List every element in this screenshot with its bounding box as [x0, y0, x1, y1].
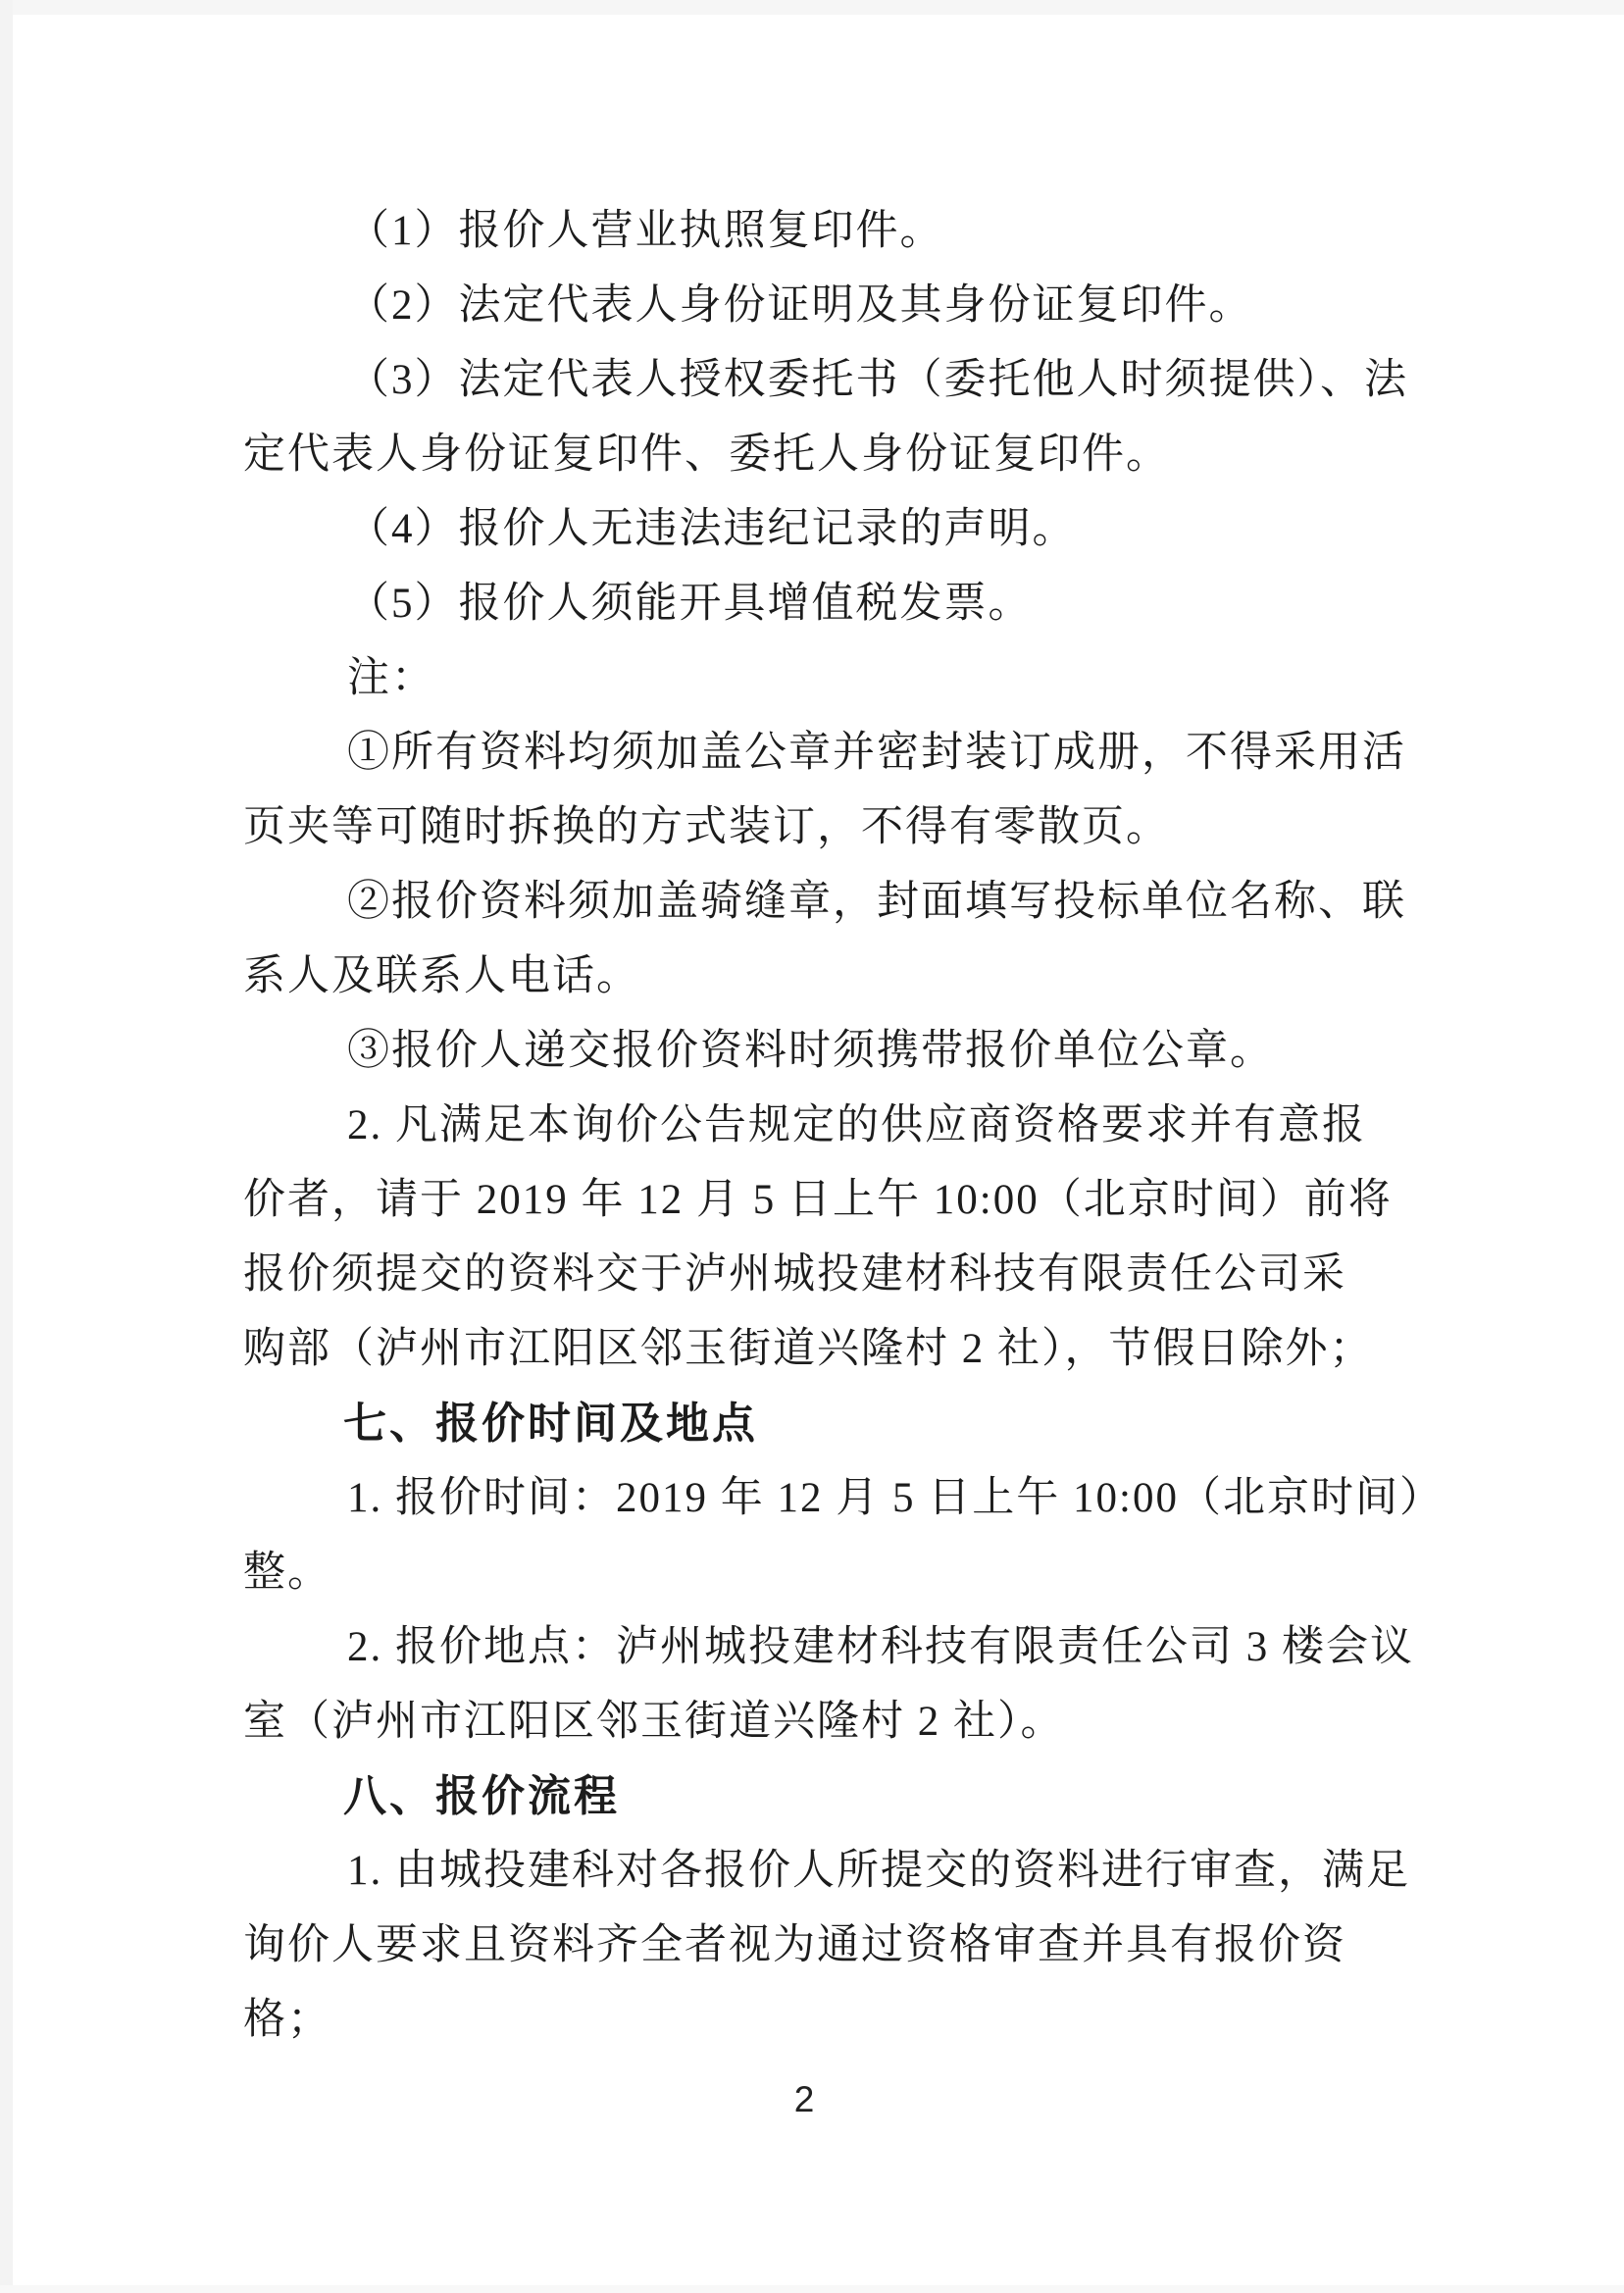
document-body	[243, 194, 1444, 2058]
doc-line-note-3: ③报价人递交报价资料时须携带报价单位公章。	[347, 1028, 1274, 1074]
doc-line-para-2-cont-1: 价者，请于 2019 年 12 月 5 日上午 10:00（北京时间）前将	[243, 1177, 1393, 1223]
doc-line-para-2-cont-3: 购部（泸州市江阳区邻玉街道兴隆村 2 社），节假日除外；	[243, 1326, 1374, 1372]
scan-edge-bottom	[0, 2285, 1624, 2293]
doc-heading-section-8: 八、报价流程	[343, 1772, 620, 1820]
doc-line-note-label: 注：	[347, 655, 435, 701]
doc-line-item-4: （4）报价人无违法违纪记录的声明。	[347, 506, 1077, 552]
doc-line-process-1: 1. 由城投建科对各报价人所提交的资料进行审查，满足	[347, 1848, 1410, 1894]
doc-line-item-3-cont: 定代表人身份证复印件、委托人身份证复印件。	[243, 432, 1170, 478]
doc-line-place: 2. 报价地点：泸州城投建材科技有限责任公司 3 楼会议	[347, 1624, 1414, 1670]
doc-heading-section-7: 七、报价时间及地点	[343, 1400, 758, 1448]
doc-line-note-1: ①所有资料均须加盖公章并密封装订成册，不得采用活	[347, 730, 1406, 776]
doc-line-process-1-cont-1: 询价人要求且资料齐全者视为通过资格审查并具有报价资	[243, 1922, 1346, 1968]
page-number: 2	[793, 2079, 815, 2119]
doc-line-item-1: （1）报价人营业执照复印件。	[347, 208, 944, 254]
doc-line-place-cont: 室（泸州市江阳区邻玉街道兴隆村 2 社）。	[243, 1699, 1065, 1745]
doc-line-process-1-cont-2: 格；	[243, 1997, 331, 2043]
scan-edge-top	[0, 0, 1624, 15]
doc-line-note-1-cont: 页夹等可随时拆换的方式装订，不得有零散页。	[243, 804, 1170, 850]
doc-line-time-cont: 整。	[243, 1550, 331, 1596]
doc-line-item-2: （2）法定代表人身份证明及其身份证复印件。	[347, 282, 1253, 329]
doc-line-time: 1. 报价时间：2019 年 12 月 5 日上午 10:00（北京时间）	[347, 1475, 1444, 1521]
scan-edge-left	[0, 0, 13, 2293]
doc-line-note-2: ②报价资料须加盖骑缝章，封面填写投标单位名称、联	[347, 879, 1406, 925]
doc-line-item-3: （3）法定代表人授权委托书（委托他人时须提供）、法	[347, 357, 1408, 403]
doc-line-note-2-cont: 系人及联系人电话。	[243, 953, 640, 999]
doc-line-para-2: 2. 凡满足本询价公告规定的供应商资格要求并有意报	[347, 1102, 1366, 1148]
doc-line-para-2-cont-2: 报价须提交的资料交于泸州城投建材科技有限责任公司采	[243, 1251, 1346, 1298]
doc-line-item-5: （5）报价人须能开具增值税发票。	[347, 581, 1033, 627]
